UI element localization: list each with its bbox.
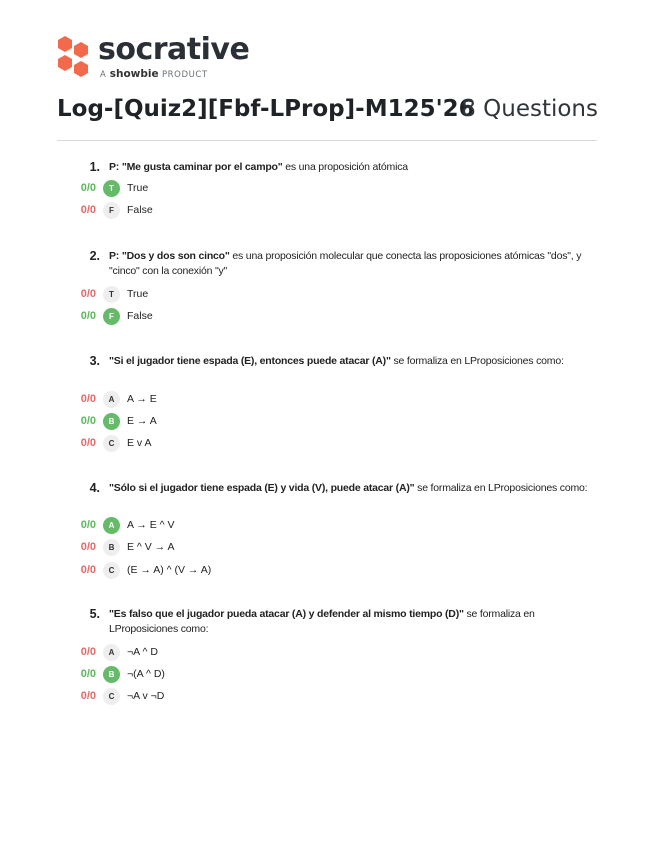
answer-row [0, 413, 654, 431]
answer-score: 0/0 [80, 564, 96, 576]
answer-row [0, 644, 654, 662]
answer-score: 0/0 [80, 690, 96, 702]
question-number: 3. [89, 354, 100, 368]
question-text: "Sólo si el jugador tiene espada (E) y vida (V), puede atacar (A)" se formaliza en LProposiciones como: [109, 482, 588, 494]
answer-text: True [127, 288, 149, 300]
answer-letter-badge: A [103, 644, 120, 661]
answer-score: 0/0 [80, 519, 96, 531]
answer-text: A → E [127, 393, 157, 405]
question-number: 2. [89, 249, 100, 263]
answer-letter-badge: T [103, 286, 120, 303]
question-text: P: "Dos y dos son cinco" es una proposición molecular que conecta las proposiciones atómicas "dos", y "cinco" con la conexión "y" [109, 250, 582, 277]
answer-row [0, 517, 654, 535]
answer-row [0, 435, 654, 453]
answer-letter-badge: A [103, 391, 120, 408]
answer-letter-badge: F [103, 202, 120, 219]
question-text: "Si el jugador tiene espada (E), entonces puede atacar (A)" se formaliza en LProposiciones como: [109, 355, 564, 367]
answer-score: 0/0 [80, 204, 96, 216]
logo-tagline: A showbie PRODUCT [100, 68, 208, 80]
answer-text: A → E ^ V [127, 519, 175, 531]
answer-row [0, 308, 654, 326]
answer-row [0, 202, 654, 220]
answer-text: E → A [127, 415, 157, 427]
answer-text: E v A [127, 437, 152, 449]
question-text: P: "Me gusta caminar por el campo" es una proposición atómica [109, 161, 408, 173]
question-count: 8 Questions [461, 96, 598, 122]
answer-letter-badge: C [103, 688, 120, 705]
answer-text: False [127, 204, 153, 216]
answer-text: False [127, 310, 153, 322]
socrative-logo [56, 34, 276, 82]
answer-text: ¬A v ¬D [127, 690, 165, 702]
answer-text: ¬(A ^ D) [127, 668, 165, 680]
answer-row [0, 688, 654, 706]
hexagon-cluster-icon [56, 36, 92, 78]
answer-row [0, 666, 654, 684]
answer-row [0, 180, 654, 198]
answer-score: 0/0 [80, 646, 96, 658]
answer-letter-badge: F [103, 308, 120, 325]
answer-score: 0/0 [80, 393, 96, 405]
answer-text: (E → A) ^ (V → A) [127, 564, 212, 576]
answer-letter-badge: A [103, 517, 120, 534]
answer-score: 0/0 [80, 182, 96, 194]
answer-text: True [127, 182, 149, 194]
question-number: 4. [89, 481, 100, 495]
title-row [57, 96, 602, 130]
question-text: "Es falso que el jugador pueda atacar (A) y defender al mismo tiempo (D)" se formaliza en LProposiciones como: [109, 608, 535, 635]
answer-letter-badge: C [103, 435, 120, 452]
answer-text: ¬A ^ D [127, 646, 158, 658]
answer-letter-badge: T [103, 180, 120, 197]
answer-score: 0/0 [80, 437, 96, 449]
answer-score: 0/0 [80, 288, 96, 300]
answer-letter-badge: B [103, 666, 120, 683]
answer-row [0, 539, 654, 557]
answer-score: 0/0 [80, 310, 96, 322]
answer-letter-badge: C [103, 562, 120, 579]
title-divider [57, 140, 597, 141]
answer-row [0, 286, 654, 304]
answer-row [0, 562, 654, 580]
answer-score: 0/0 [80, 415, 96, 427]
answer-score: 0/0 [80, 668, 96, 680]
quiz-title: Log-[Quiz2][Fbf-LProp]-M125'26 [57, 96, 475, 122]
answer-text: E ^ V → A [127, 541, 175, 553]
answer-letter-badge: B [103, 539, 120, 556]
answer-row [0, 391, 654, 409]
answer-letter-badge: B [103, 413, 120, 430]
logo-wordmark: socrative [98, 32, 250, 67]
answer-score: 0/0 [80, 541, 96, 553]
question-number: 5. [89, 607, 100, 621]
question-number: 1. [89, 160, 100, 174]
